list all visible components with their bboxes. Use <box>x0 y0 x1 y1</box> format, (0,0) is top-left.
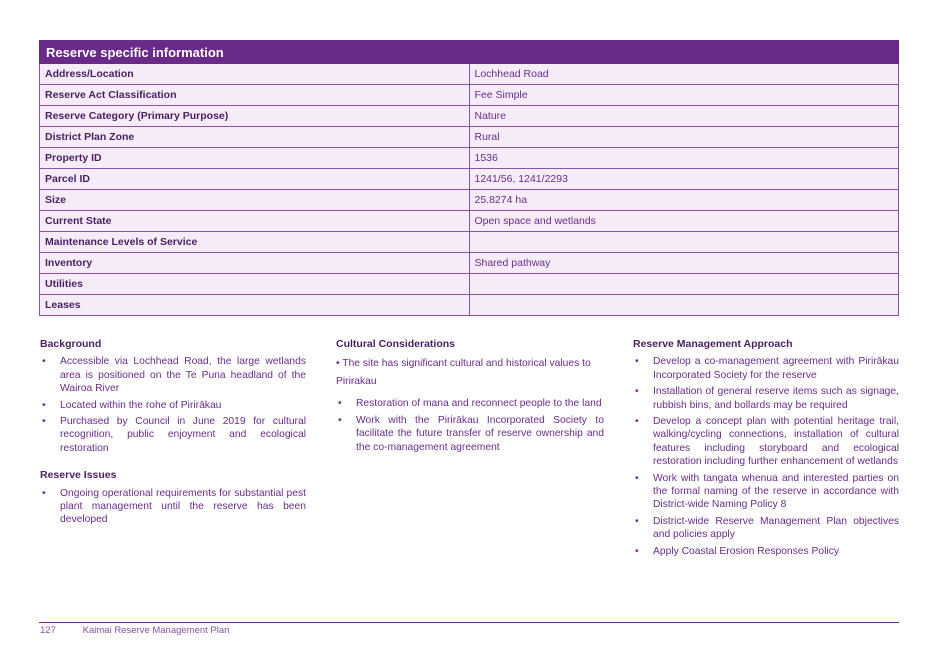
list-item: • Apply Coastal Erosion Responses Policy <box>633 545 899 558</box>
row-label: District Plan Zone <box>40 127 470 148</box>
issues-list <box>40 487 306 527</box>
background-heading: Background <box>40 338 102 350</box>
page-footer <box>40 625 229 636</box>
list-item: • Accessible via Lochhead Road, the large wetlands area is positioned on the Te Puna headland of the Wairoa River <box>40 355 306 395</box>
list-item: • Ongoing operational requirements for substantial pest plant management until the reserve has been developed <box>40 487 306 527</box>
row-label: Current State <box>40 211 470 232</box>
reserve-info-table <box>39 40 899 316</box>
table-row <box>40 295 899 316</box>
table-row <box>40 127 899 148</box>
list-item: • Work with the Pirirākau Incorporated Society to facilitate the future transfer of reserve ownership and the co-management agreement <box>336 414 604 454</box>
row-value: 25.8274 ha <box>469 190 899 211</box>
row-label: Parcel ID <box>40 169 470 190</box>
table-row <box>40 253 899 274</box>
list-item: • Restoration of mana and reconnect people to the land <box>336 397 604 410</box>
table-row <box>40 274 899 295</box>
row-value: Shared pathway <box>469 253 899 274</box>
row-value: Nature <box>469 106 899 127</box>
row-label: Maintenance Levels of Service <box>40 232 470 253</box>
background-column <box>40 338 306 530</box>
table-row <box>40 169 899 190</box>
issues-heading: Reserve Issues <box>40 469 117 482</box>
list-item: • Located within the rohe of Pirirākau <box>40 399 306 412</box>
table-row <box>40 85 899 106</box>
row-label: Reserve Category (Primary Purpose) <box>40 106 470 127</box>
list-item: • Develop a concept plan with potential heritage trail, walking/cycling connections, installation of cultural features including storyboard and ecological restoration including further enhancement of wetlands <box>633 415 899 469</box>
list-item: • Work with tangata whenua and interested parties on the formal naming of the reserve in accordance with District-wide Naming Policy 8 <box>633 472 899 512</box>
row-label: Address/Location <box>40 64 470 85</box>
row-value: Open space and wetlands <box>469 211 899 232</box>
list-item: • District-wide Reserve Management Plan objectives and policies apply <box>633 515 899 542</box>
approach-heading: Reserve Management Approach <box>633 338 793 350</box>
row-label: Size <box>40 190 470 211</box>
background-list <box>40 355 306 455</box>
cultural-list <box>336 397 604 454</box>
row-label: Reserve Act Classification <box>40 85 470 106</box>
table-row <box>40 64 899 85</box>
row-label: Leases <box>40 295 470 316</box>
list-item: • Purchased by Council in June 2019 for cultural recognition, public enjoyment and ecological restoration <box>40 415 306 455</box>
table-row <box>40 211 899 232</box>
approach-list <box>633 355 899 558</box>
document-title: Kaimai Reserve Management Plan <box>82 625 230 636</box>
row-value <box>469 274 899 295</box>
page-number: 127 <box>40 625 56 636</box>
row-label: Utilities <box>40 274 470 295</box>
cultural-column <box>336 338 604 457</box>
table-title: Reserve specific information <box>40 41 899 64</box>
row-value <box>469 232 899 253</box>
table-row <box>40 148 899 169</box>
table-row <box>40 190 899 211</box>
row-value: Fee Simple <box>469 85 899 106</box>
cultural-lead-text: • The site has significant cultural and historical values to Pirirakau <box>336 358 591 388</box>
row-value: 1241/56, 1241/2293 <box>469 169 899 190</box>
row-value: Lochhead Road <box>469 64 899 85</box>
row-label: Inventory <box>40 253 470 274</box>
row-value: Rural <box>469 127 899 148</box>
list-item: • Develop a co-management agreement with Pirirākau Incorporated Society for the reserve <box>633 355 899 382</box>
footer-divider <box>39 622 899 623</box>
row-value: 1536 <box>469 148 899 169</box>
cultural-heading: Cultural Considerations <box>336 338 456 350</box>
table-row <box>40 106 899 127</box>
approach-column <box>633 338 899 561</box>
list-item: • Installation of general reserve items such as signage, rubbish bins, and bollards may be required <box>633 385 899 412</box>
table-row <box>40 232 899 253</box>
row-label: Property ID <box>40 148 470 169</box>
row-value <box>469 295 899 316</box>
